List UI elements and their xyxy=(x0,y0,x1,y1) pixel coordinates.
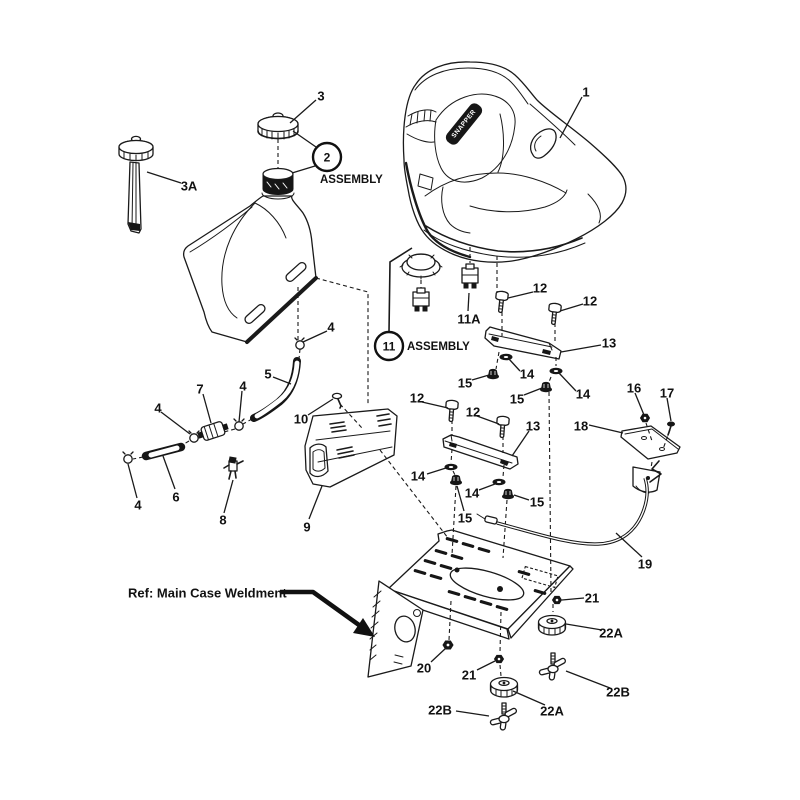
part-label-13: 13 xyxy=(525,418,541,434)
part-label-1: 1 xyxy=(582,84,590,100)
part-label-14: 14 xyxy=(519,366,535,382)
part-label-4: 4 xyxy=(154,400,162,416)
part-label-21: 21 xyxy=(584,590,600,606)
drain-valve xyxy=(224,457,243,479)
mount-screw xyxy=(333,393,342,408)
fuel-tank-neck xyxy=(262,169,294,200)
dipstick xyxy=(119,136,153,233)
part-label-12: 12 xyxy=(409,390,425,406)
part-label-12: 12 xyxy=(532,280,548,296)
part-label-21: 21 xyxy=(461,667,477,683)
part-label-14: 14 xyxy=(410,468,426,484)
ref-arrow-shaft xyxy=(280,592,359,625)
switch-boot xyxy=(400,254,442,279)
part-label-16: 16 xyxy=(626,380,642,396)
part-label-9: 9 xyxy=(303,519,311,535)
seat-bracket-lower xyxy=(443,435,518,469)
part-label-4: 4 xyxy=(327,319,335,335)
set-screw xyxy=(668,422,675,435)
part-label-22A: 22A xyxy=(599,625,623,641)
part-label-15: 15 xyxy=(457,375,473,391)
part-label-15: 15 xyxy=(457,510,473,526)
part-label-12: 12 xyxy=(465,404,481,420)
part-label-15: 15 xyxy=(529,494,545,510)
part-label-6: 6 xyxy=(172,489,180,505)
part-label-8: 8 xyxy=(219,512,227,528)
assembly-callout-number-2: 2 xyxy=(323,150,331,165)
part-label-3A: 3A xyxy=(180,178,198,194)
part-label-12: 12 xyxy=(582,293,598,309)
part-label-7: 7 xyxy=(196,381,204,397)
seat-bracket-upper xyxy=(485,327,561,359)
assembly-callout-label-2: ASSEMBLY xyxy=(320,174,383,186)
seat xyxy=(403,62,625,262)
part-label-15: 15 xyxy=(509,391,525,407)
part-label-14: 14 xyxy=(575,386,591,402)
assembly-callout-number-11: 11 xyxy=(382,339,396,354)
fuel-cap xyxy=(258,113,298,140)
part-label-22B: 22B xyxy=(428,702,452,718)
part-label-4: 4 xyxy=(134,497,142,513)
part-label-10: 10 xyxy=(293,411,309,427)
part-label-11A: 11A xyxy=(457,311,481,327)
part-label-4: 4 xyxy=(239,378,247,394)
seat-logo-text: SNAPPER xyxy=(450,108,478,140)
cable xyxy=(477,478,647,544)
part-label-20: 20 xyxy=(416,660,432,676)
seat-switch-alt xyxy=(462,264,478,288)
part-label-17: 17 xyxy=(659,385,675,401)
guard-bracket xyxy=(305,409,397,487)
ref-note xyxy=(128,586,375,638)
part-label-13: 13 xyxy=(601,335,617,351)
part-label-18: 18 xyxy=(573,418,589,434)
part-label-19: 19 xyxy=(637,556,653,572)
part-label-14: 14 xyxy=(464,485,480,501)
main-case-weldment xyxy=(368,530,573,677)
part-label-22A: 22A xyxy=(540,703,564,719)
ref-note-text: Ref: Main Case Weldment xyxy=(128,585,287,601)
latch-plate xyxy=(621,426,680,459)
seat-switch xyxy=(413,288,429,311)
part-label-3: 3 xyxy=(317,88,325,104)
fuel-hose-upper xyxy=(254,361,297,418)
fuel-filter xyxy=(197,420,230,443)
fuel-hose-lower xyxy=(146,447,181,456)
assembly-callout-label-11: ASSEMBLY xyxy=(407,341,470,353)
part-label-5: 5 xyxy=(264,366,272,382)
part-label-22B: 22B xyxy=(606,684,630,700)
fuel-tank xyxy=(184,196,316,342)
